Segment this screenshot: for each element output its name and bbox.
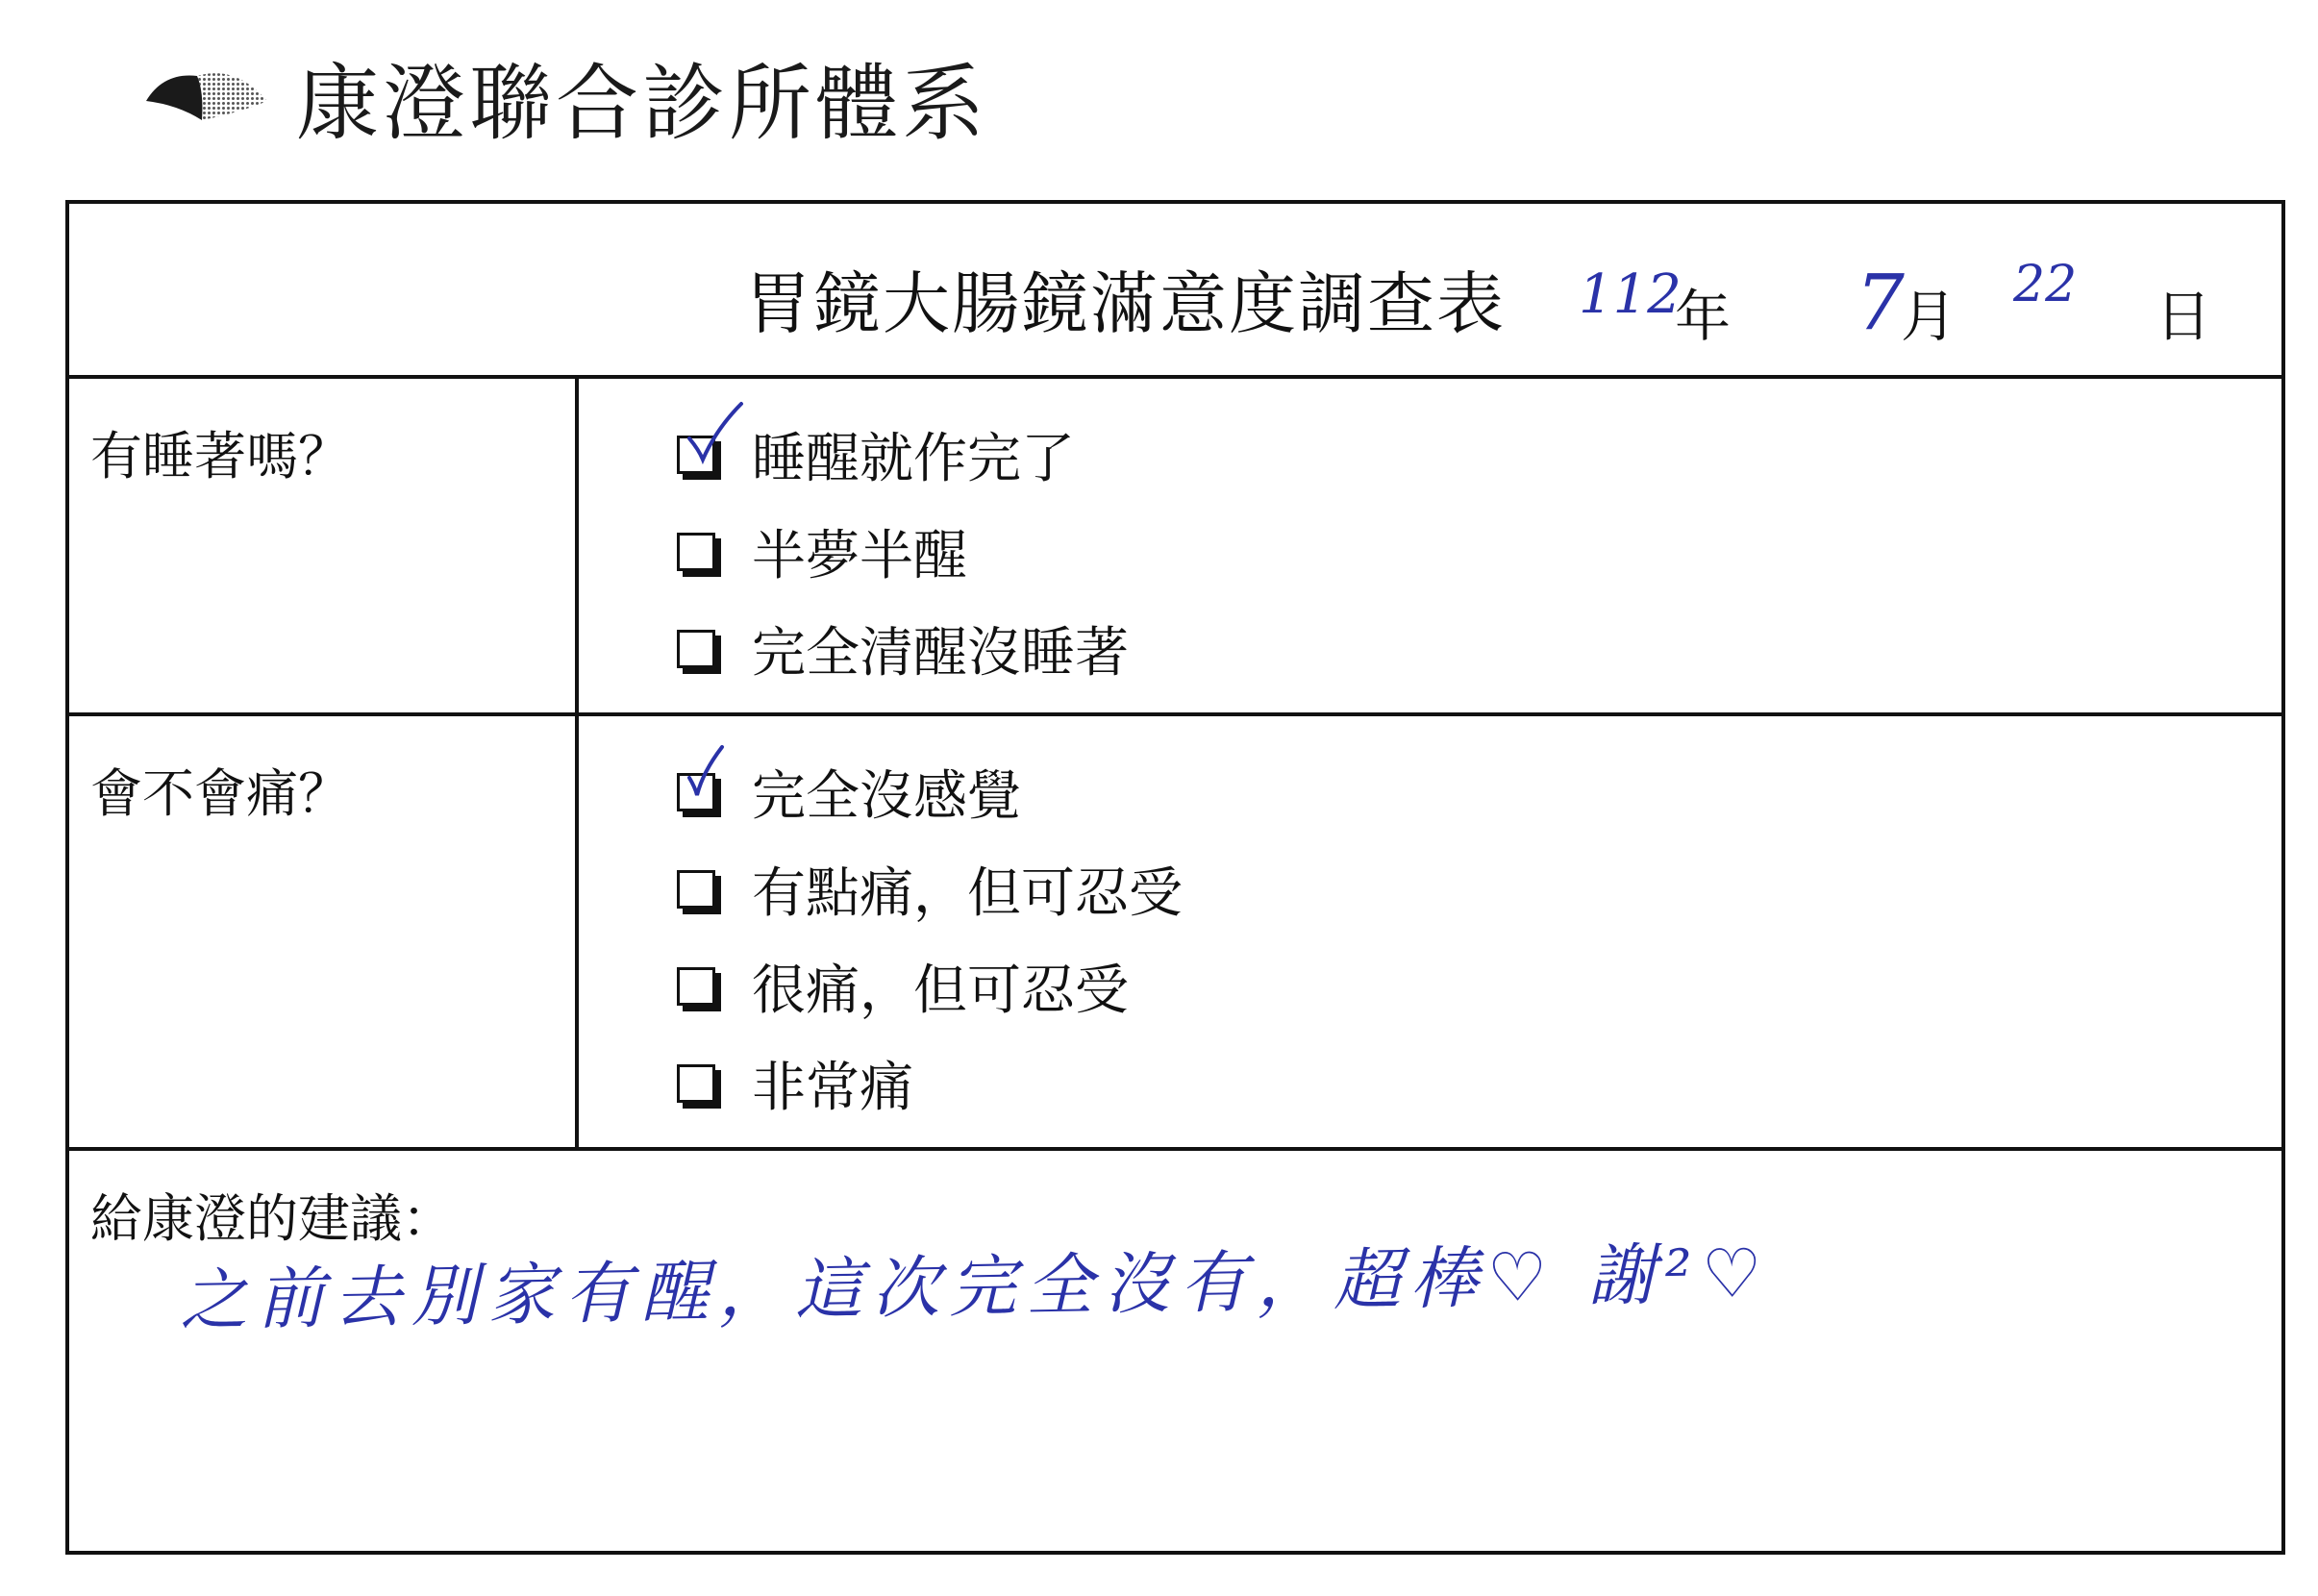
option-sleep-through[interactable]: [677, 406, 2281, 503]
day-label: 日: [2156, 284, 2212, 349]
option-label: 完全沒感覺: [752, 764, 1021, 828]
question-pain-label: 會不會痛？: [69, 716, 579, 1147]
checkbox[interactable]: [677, 870, 715, 909]
option-label: 完全清醒沒睡著: [752, 621, 1129, 685]
question-sleep-options: [579, 379, 2281, 712]
clinic-header: [144, 43, 988, 152]
option-label: 睡醒就作完了: [752, 427, 1075, 490]
option-no-feeling[interactable]: [677, 743, 2281, 840]
option-label: 非常痛: [752, 1056, 913, 1119]
question-pain-row: [69, 712, 2281, 1147]
checkbox-checked[interactable]: [677, 436, 715, 474]
option-label: 很痛，但可忍受: [752, 959, 1129, 1022]
option-half-asleep[interactable]: [677, 503, 2281, 600]
question-pain-options: [579, 716, 2281, 1147]
day-value[interactable]: 22: [2013, 256, 2078, 313]
option-extremely-painful[interactable]: [677, 1035, 2281, 1132]
option-bit-painful[interactable]: [677, 840, 2281, 937]
suggestion-text[interactable]: 之前去別家有醒，這次完全沒有，超棒♡ 謝²♡: [179, 1234, 1773, 1340]
option-very-painful[interactable]: [677, 937, 2281, 1035]
year-value[interactable]: 112: [1579, 263, 1682, 326]
checkbox-checked[interactable]: [677, 773, 715, 811]
question-sleep-row: [69, 375, 2281, 712]
org-name: 康澄聯合診所體系: [296, 56, 988, 152]
month-value[interactable]: 7: [1856, 258, 1905, 347]
form-title-row: [69, 204, 2281, 375]
suggestion-row: [69, 1147, 2281, 1551]
checkbox[interactable]: [677, 1064, 715, 1103]
checkbox[interactable]: [677, 967, 715, 1006]
checkmark-icon: [684, 400, 751, 477]
suggestion-label: 給康澄的建議：: [90, 1188, 454, 1249]
checkbox[interactable]: [677, 630, 715, 668]
mountain-logo-icon: [144, 62, 269, 130]
option-label: 有點痛，但可忍受: [752, 861, 1183, 925]
checkbox[interactable]: [677, 533, 715, 571]
option-fully-awake[interactable]: [677, 600, 2281, 697]
checkmark-icon: [684, 737, 751, 814]
year-label: 年: [1675, 284, 1732, 349]
survey-form: [65, 200, 2285, 1555]
form-title: 胃鏡大腸鏡滿意度調查表: [744, 264, 1506, 343]
question-sleep-label: 有睡著嗎？: [69, 379, 579, 712]
option-label: 半夢半醒: [752, 524, 967, 587]
month-label: 月: [1901, 284, 1957, 349]
